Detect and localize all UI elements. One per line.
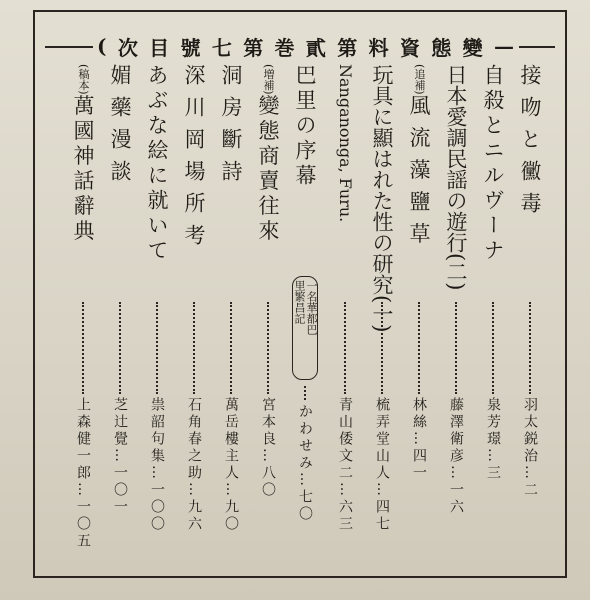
title-rule-left	[45, 46, 93, 48]
toc-entry-6[interactable]: Nanganonga, Furu. 青山倭文二…六三	[336, 64, 355, 533]
leader-dots	[455, 302, 457, 394]
leader-dots	[193, 302, 195, 394]
leader-dots	[418, 302, 420, 394]
leader-dots	[267, 302, 269, 394]
leader-dots	[82, 302, 84, 394]
leader-dots	[230, 302, 232, 394]
toc-entry-12[interactable]: 媚藥漫談 芝辻覺…一〇一	[108, 64, 132, 516]
toc-entry-9[interactable]: 洞房斷詩 萬岳樓主人…九〇	[219, 64, 243, 533]
toc-entry-5[interactable]: 玩具に顯はれた性の研究(一) 梳弄堂山人…四七	[370, 64, 394, 533]
title-rule-right	[519, 46, 555, 48]
toc-entry-8[interactable]: (増補)變態商賣往來 宮本良…八〇	[256, 64, 280, 499]
toc-entry-10[interactable]: 深川岡場所考 石角春之助…九六	[182, 64, 206, 533]
leader-dots	[156, 302, 158, 394]
leader-dots	[529, 302, 531, 394]
toc-entry-13[interactable]: (稿本)萬國神話辭典 上森健一郎…一〇五	[71, 64, 95, 550]
toc-entry-1[interactable]: 接吻と黴毒 羽太鋭治…二	[518, 64, 542, 499]
toc-title: ( 次 目 號 七 第 巻 貳 第 料 資 態 變 —	[97, 34, 515, 60]
subtitle-bracket: 一名華都巴 里繁昌記	[292, 276, 318, 380]
leader-dots	[344, 302, 346, 394]
leader-dots	[119, 302, 121, 394]
leader-dots	[304, 386, 306, 400]
toc-entry-11[interactable]: あぶな絵に就いて 祟韶句集…一〇〇	[145, 64, 169, 533]
toc-entry-4[interactable]: (追補)風流藻鹽草 林絲…四一	[407, 64, 431, 482]
title-row	[45, 33, 555, 59]
toc-entry-2[interactable]: 自殺とニルヴーナ 泉芳璟…三	[481, 64, 505, 482]
leader-dots	[381, 302, 383, 394]
toc-entry-3[interactable]: 日本愛調民謡の遊行(二) 藤澤衛彦…一六	[444, 64, 468, 516]
leader-dots	[492, 302, 494, 394]
toc-entry-7[interactable]: 巴里の序幕 一名華都巴 里繁昌記 かわせみ…七〇	[293, 64, 318, 523]
